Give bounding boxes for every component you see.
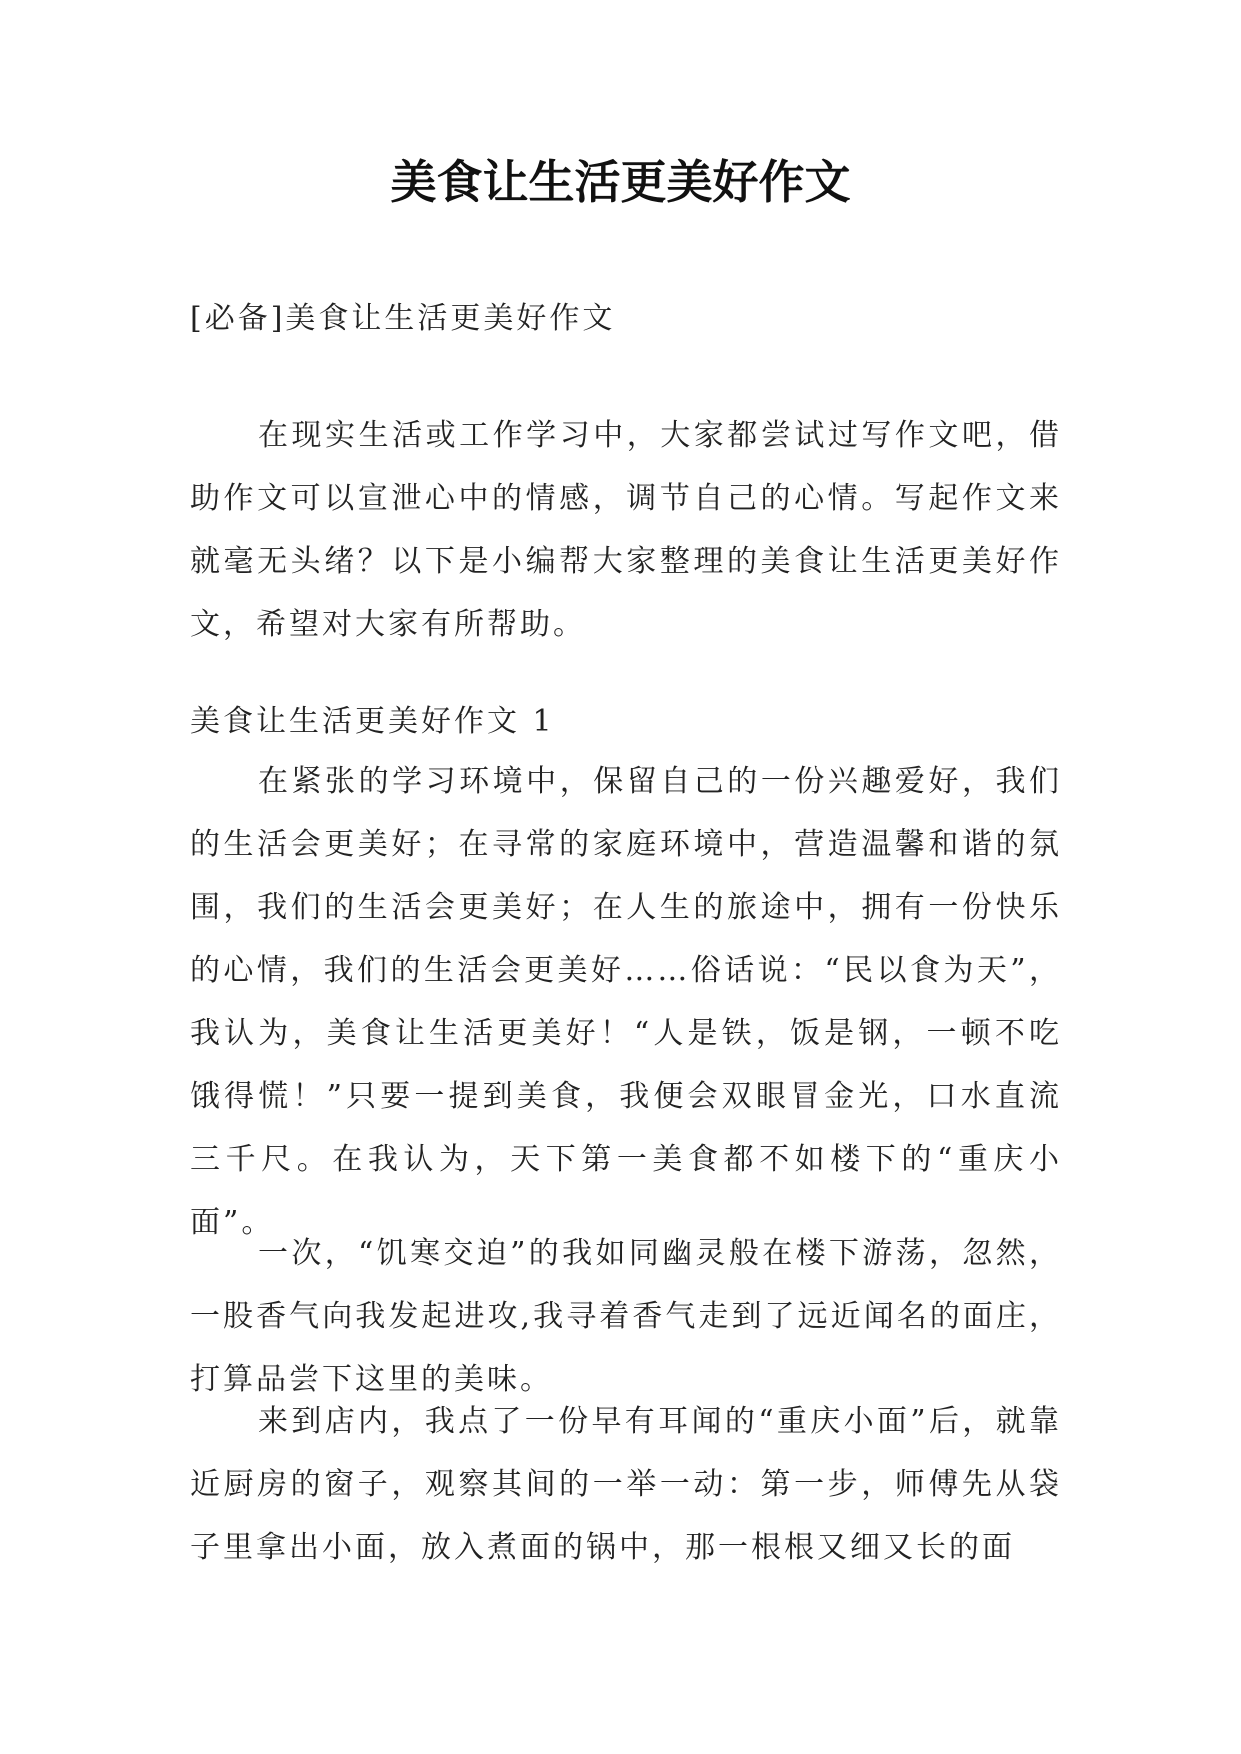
body-paragraph: 在紧张的学习环境中，保留自己的一份兴趣爱好，我们的生活会更美好；在寻常的家庭环境中，营造温馨和谐的氛围，我们的生活会更美好；在人生的旅途中，拥有一份快乐的心情，我们的生活会更美好……俗话说：“民以食为天”，我认为，美食让生活更美好！“人是铁，饭是钢，一顿不吃饿得慌！”只要一提到美食，我便会双眼冒金光，口水直流三千尺。在我认为，天下第一美食都不如楼下的“重庆小面”。 <box>190 764 1062 1240</box>
body-paragraph: 一次，“饥寒交迫”的我如同幽灵般在楼下游荡，忽然，一股香气向我发起进攻,我寻着香气走到了远近闻名的面庄，打算品尝下这里的美味。 <box>190 1236 1062 1397</box>
intro-paragraph: 在现实生活或工作学习中，大家都尝试过写作文吧，借助作文可以宣泄心中的情感，调节自己的心情。写起作文来就毫无头绪？以下是小编帮大家整理的美食让生活更美好作文，希望对大家有所帮助。 <box>190 418 1062 642</box>
document-subtitle: [必备]美食让生活更美好作文 <box>190 301 616 336</box>
document-title: 美食让生活更美好作文 <box>390 155 851 209</box>
body-paragraph: 来到店内，我点了一份早有耳闻的“重庆小面”后，就靠近厨房的窗子，观察其间的一举一动：第一步，师傅先从袋子里拿出小面，放入煮面的锅中，那一根根又细又长的面 <box>190 1404 1062 1565</box>
section-heading: 美食让生活更美好作文 1 <box>190 704 555 739</box>
